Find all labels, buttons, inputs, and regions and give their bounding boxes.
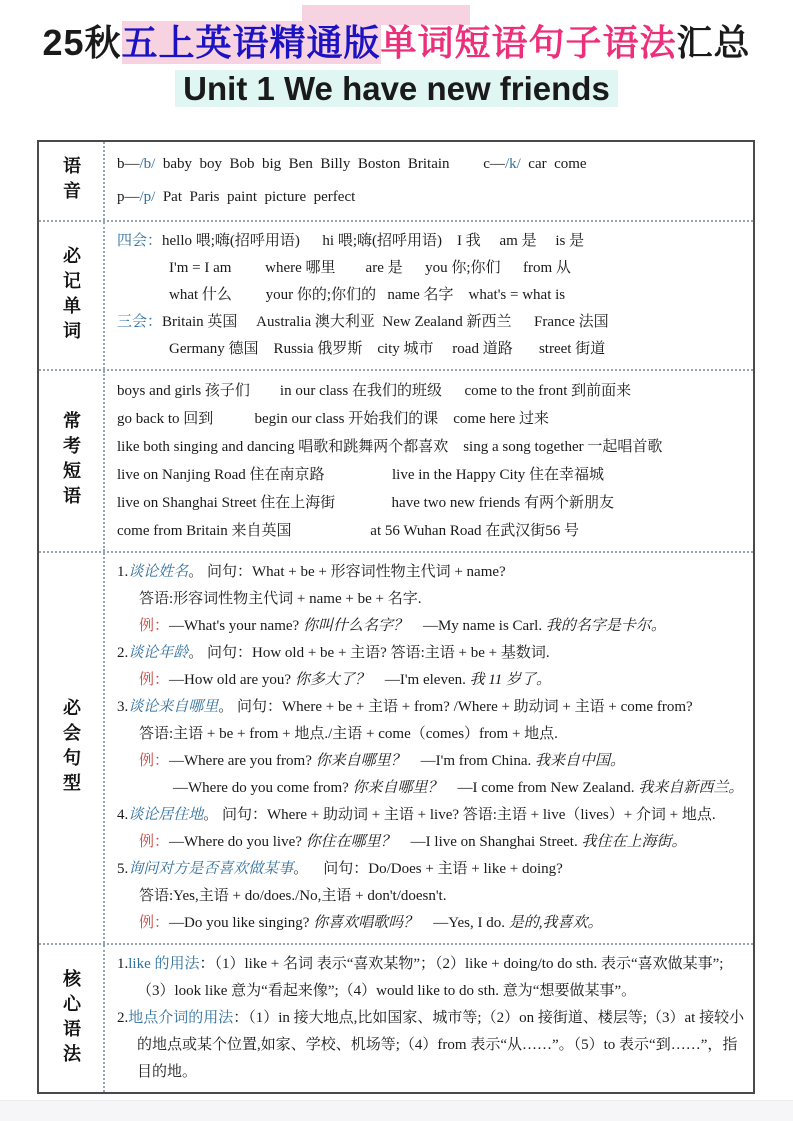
text-segment: 。 问句：What + be + 形容词性物主代词 + name? (188, 564, 506, 580)
text-segment: car come (520, 156, 587, 172)
text-segment: 四会： (117, 233, 163, 249)
text-segment: 我来自中国。 (535, 753, 626, 769)
text-segment: —My name is Carl. (407, 618, 546, 634)
text-segment: hello 喂;嗨(招呼用语) hi 喂;嗨(招呼用语) I 我 am 是 is 是 (162, 233, 585, 249)
text-segment: 2. (117, 645, 129, 661)
text-segment: 我来自新西兰。 (638, 780, 744, 796)
text-segment: 三会： (117, 314, 163, 330)
text-segment: 答语:形容词性物主代词 + name + be + 名字. (139, 591, 422, 607)
text-segment: 4. (117, 807, 129, 823)
text-segment: 你叫什么名字？ (302, 618, 408, 634)
text-segment: baby boy Bob big Ben Billy Boston Britain (155, 156, 450, 172)
text-segment: 。 问句：Where + be + 主语 + from? /Where + 助动词 + 主语 + come from? (218, 699, 693, 715)
text-segment: 2. (117, 1010, 129, 1026)
text-segment: 谈论居住地 (128, 807, 204, 823)
text-segment: /p/ (139, 189, 156, 205)
summary-table (37, 140, 755, 1094)
title-suffix: 汇总 (676, 22, 751, 63)
text-segment: like both singing and dancing 唱歌和跳舞两个都喜欢 sing a song together 一起唱首歌 (117, 439, 663, 455)
text-segment: c— (483, 156, 505, 172)
text-segment: Pat Paris paint picture perfect (155, 189, 356, 205)
text-segment: 例： (139, 834, 170, 850)
text-line (117, 802, 745, 829)
text-segment: b— (117, 156, 140, 172)
text-segment: I'm = I am where 哪里 are 是 you 你;你们 from 从 (169, 260, 571, 276)
row-header-label: 必记单词 (61, 245, 81, 346)
row-header-label: 常考短语 (61, 411, 81, 511)
text-segment: —Where are you from? (169, 753, 316, 769)
text-segment: 。 问句：Where + 助动词 + 主语 + live? 答语:主语 + live（lives）+ 介词 + 地点. (203, 807, 716, 823)
title-course: 五上英语精通版 (121, 22, 381, 63)
row-header-label: 核心语法 (61, 968, 81, 1069)
row-header-label: 必会句型 (61, 698, 81, 798)
table-row (39, 945, 753, 1092)
text-segment: Germany 德国 Russia 俄罗斯 city 城市 road 道路 street 街道 (169, 341, 606, 357)
text-segment: —Where do you live? (169, 834, 306, 850)
text-segment: 你喜欢唱歌吗？ (313, 915, 419, 931)
text-segment: live on Nanjing Road 住在南京路 live in the Happy City 住在幸福城 (117, 467, 605, 483)
text-line (117, 255, 745, 282)
row-header (39, 142, 105, 220)
text-line (117, 694, 745, 721)
text-segment: 例： (139, 753, 170, 769)
text-segment: what 什么 your 你的;你们的 name 名字 what's = what is (169, 287, 566, 303)
row-content (105, 945, 753, 1092)
text-segment: 我住在上海街。 (581, 834, 687, 850)
text-line (117, 282, 745, 309)
text-segment: —I live on Shanghai Street. (395, 834, 582, 850)
table-row (39, 371, 753, 553)
text-segment: go back to 回到 begin our class 开始我们的课 come here 过来 (117, 411, 550, 427)
text-line (117, 405, 745, 433)
text-line (117, 721, 745, 748)
text-line (117, 228, 745, 255)
row-header (39, 371, 105, 551)
text-line (117, 613, 745, 640)
row-header-label: 语音 (61, 156, 81, 206)
table-row (39, 553, 753, 945)
text-line (117, 309, 745, 336)
text-segment: 谈论年龄 (128, 645, 189, 661)
page-title (0, 20, 793, 66)
row-content (105, 371, 753, 551)
table-row (39, 222, 753, 371)
text-segment: 5. (117, 861, 129, 877)
text-line (117, 910, 745, 937)
text-line (117, 951, 745, 1005)
text-segment: —I'm eleven. (369, 672, 470, 688)
title-block (0, 0, 793, 110)
text-segment (450, 156, 484, 172)
text-segment: like 的用法 (128, 956, 200, 972)
text-line (117, 856, 745, 883)
text-segment: 。 问句：Do/Does + 主语 + like + doing? (293, 861, 563, 877)
text-segment: 你来自哪里？ (352, 780, 443, 796)
text-line (117, 775, 745, 802)
unit-title (0, 68, 793, 110)
text-line (117, 829, 745, 856)
text-line (117, 586, 745, 613)
text-segment: 我 11 岁了。 (469, 672, 551, 688)
text-line (117, 1005, 745, 1086)
row-content (105, 553, 753, 943)
text-line (117, 517, 745, 545)
text-line (117, 640, 745, 667)
text-segment: 谈论来自哪里 (128, 699, 219, 715)
text-segment: 3. (117, 699, 129, 715)
text-segment: ：（1）like + 名词 表示“喜欢某物”；（2）like + doing/to do sth. 表示“喜欢做某事”;（3）look like 意为“看起来像”;（4）would like to do sth. 意为“想要做某事”。 (137, 956, 724, 999)
title-prefix: 25秋 (42, 22, 122, 63)
text-segment: 我的名字是卡尔。 (545, 618, 666, 634)
row-content (105, 142, 753, 220)
text-segment: come from Britain 来自英国 at 56 Wuhan Road 在武汉街56 号 (117, 523, 579, 539)
text-segment: 例： (139, 915, 170, 931)
text-segment: live on Shanghai Street 住在上海街 have two new friends 有两个新朋友 (117, 495, 615, 511)
row-header (39, 222, 105, 369)
text-segment: 是的,我喜欢。 (508, 915, 603, 931)
text-segment: 。 问句：How old + be + 主语? 答语:主语 + be + 基数词. (188, 645, 550, 661)
text-segment: Britain 英国 Australia 澳大利亚 New Zealand 新西兰 France 法国 (162, 314, 609, 330)
text-line (117, 748, 745, 775)
text-segment: 例： (139, 672, 170, 688)
text-segment: 例： (139, 618, 170, 634)
text-segment: —Where do you come from? (173, 780, 353, 796)
text-segment: p— (117, 189, 140, 205)
text-line (117, 461, 745, 489)
footer-strip (0, 1100, 793, 1121)
text-segment: 答语:主语 + be + from + 地点./主语 + come（comes）from + 地点. (139, 726, 558, 742)
row-header (39, 553, 105, 943)
text-line (117, 883, 745, 910)
text-segment: —I'm from China. (405, 753, 535, 769)
text-segment: 1. (117, 564, 129, 580)
text-line (117, 181, 745, 214)
text-segment: —Yes, I do. (418, 915, 509, 931)
text-segment: /b/ (139, 156, 156, 172)
text-segment: 你来自哪里？ (315, 753, 406, 769)
text-segment: 你住在哪里？ (305, 834, 396, 850)
text-segment: —Do you like singing? (169, 915, 314, 931)
unit-title-text: Unit 1 We have new friends (175, 70, 618, 107)
text-segment: 1. (117, 956, 129, 972)
text-line (117, 377, 745, 405)
text-line (117, 489, 745, 517)
row-header (39, 945, 105, 1092)
text-segment: 地点介词的用法 (128, 1010, 234, 1026)
text-segment: —How old are you? (169, 672, 295, 688)
text-line (117, 148, 745, 181)
text-segment: boys and girls 孩子们 in our class 在我们的班级 come to the front 到前面来 (117, 383, 632, 399)
text-line (117, 667, 745, 694)
row-content (105, 222, 753, 369)
text-line (117, 559, 745, 586)
text-segment: —What's your name? (169, 618, 303, 634)
text-segment: 询问对方是否喜欢做某事 (128, 861, 294, 877)
text-segment: —I come from New Zealand. (442, 780, 639, 796)
text-line (117, 433, 745, 461)
text-segment: 答语:Yes,主语 + do/does./No,主语 + don't/doesn't. (139, 888, 447, 904)
text-segment: ：（1）in 接大地点,比如国家、城市等;（2）on 接街道、楼层等;（3）at 接较小的地点或某个位置,如家、学校、机场等;（4）from 表示“从……”。（5）to 表示“到……”，指目的地。 (137, 1010, 745, 1080)
title-topic: 单词短语句子语法 (380, 22, 677, 63)
table-row (39, 142, 753, 222)
text-segment: 谈论姓名 (128, 564, 189, 580)
text-line (117, 336, 745, 363)
text-segment: 你多大了？ (294, 672, 370, 688)
text-segment: /k/ (504, 156, 521, 172)
